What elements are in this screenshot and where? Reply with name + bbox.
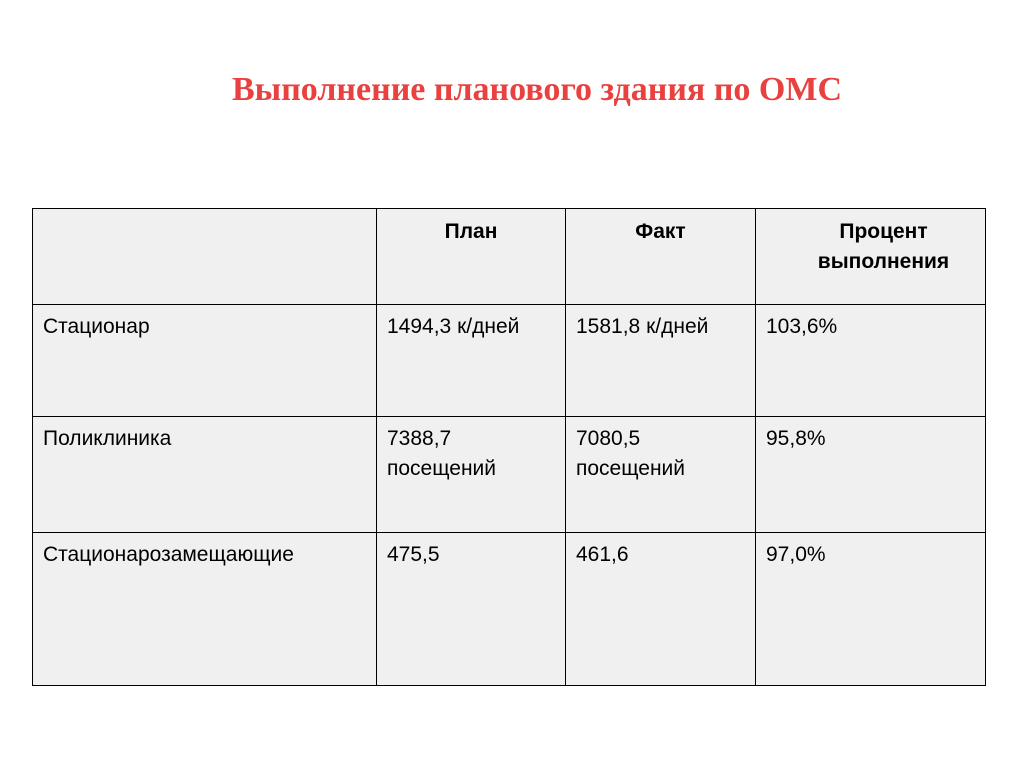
- row-label: Стационарозамещающие: [33, 533, 377, 686]
- row-plan: 1494,3 к/дней: [377, 305, 566, 417]
- table-row: [33, 305, 986, 417]
- row-fact-line1: 7080,5: [576, 427, 641, 450]
- row-percent: 103,6%: [756, 305, 986, 417]
- row-fact: 461,6: [566, 533, 756, 686]
- row-fact: [566, 417, 756, 533]
- header-fact: Факт: [566, 209, 756, 305]
- row-label: Стационар: [33, 305, 377, 417]
- row-percent: 95,8%: [756, 417, 986, 533]
- row-plan: [377, 417, 566, 533]
- header-empty-cell: [33, 209, 377, 305]
- row-label: Поликлиника: [33, 417, 377, 533]
- row-fact-line2: посещений: [576, 457, 686, 480]
- header-percent-line1: Процент: [839, 220, 928, 243]
- header-percent: [756, 209, 986, 305]
- table-row: [33, 533, 986, 686]
- table-row: [33, 417, 986, 533]
- header-percent-line2: выполнения: [817, 250, 950, 273]
- row-plan: 475,5: [377, 533, 566, 686]
- row-plan-line2: посещений: [387, 457, 497, 480]
- table-header-row: [33, 209, 986, 305]
- header-plan: План: [377, 209, 566, 305]
- plan-execution-table: [32, 208, 986, 686]
- row-fact: 1581,8 к/дней: [566, 305, 756, 417]
- row-percent: 97,0%: [756, 533, 986, 686]
- row-plan-line1: 7388,7: [387, 427, 452, 450]
- slide-title: Выполнение планового здания по ОМС: [231, 71, 843, 108]
